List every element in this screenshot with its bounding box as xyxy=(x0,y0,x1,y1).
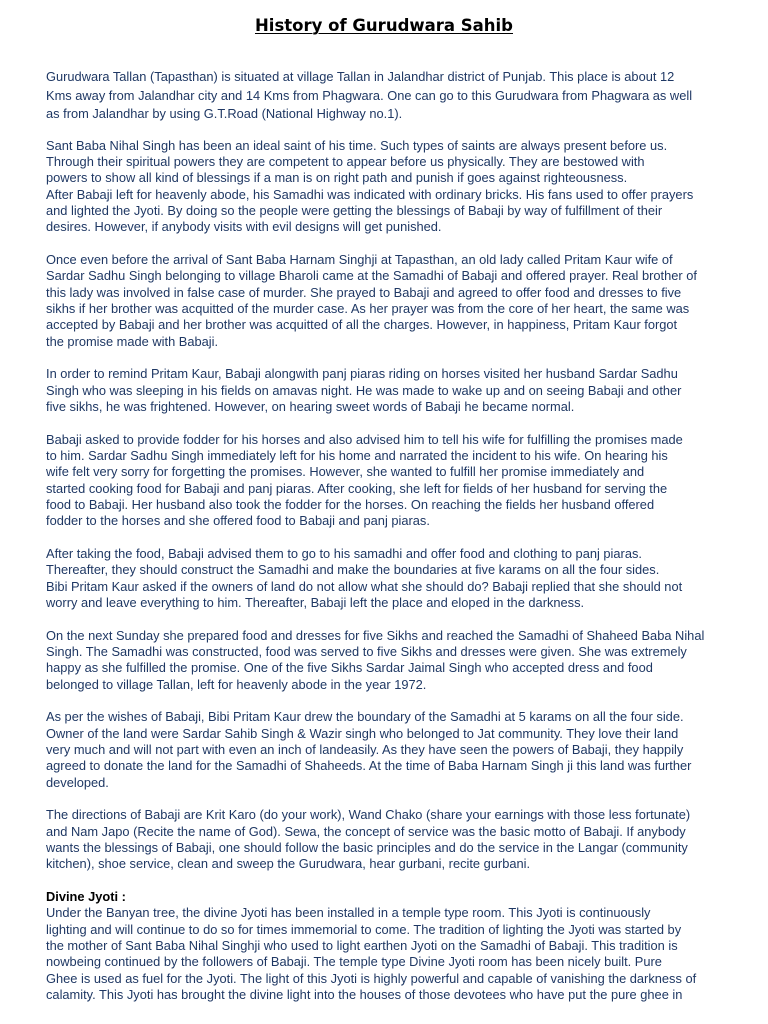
text-line: Sardar Sadhu Singh belonging to village Bharoli came at the Samadhi of Babaji and offered prayer. Real brother of xyxy=(46,268,697,284)
paragraph-pritam-kaur-prayer xyxy=(46,252,722,350)
text-line: kitchen), shoe service, clean and sweep the Gurudwara, hear gurbani, recite gurbani. xyxy=(46,856,531,872)
paragraph-directions-of-babaji xyxy=(46,807,722,872)
paragraph-promise-fulfilled xyxy=(46,628,722,693)
text-line: As per the wishes of Babaji, Bibi Pritam Kaur drew the boundary of the Samadhi at 5 karams on all the four side. xyxy=(46,709,684,725)
text-line: agreed to donate the land for the Samadhi of Shaheeds. At the time of Baba Harnam Singh ji this land was further xyxy=(46,758,692,774)
text-line: In order to remind Pritam Kaur, Babaji alongwith panj piaras riding on horses visited her husband Sardar Sadhu xyxy=(46,366,678,382)
text-line: sikhs if her brother was acquitted of the murder case. As her prayer was from the core of her heart, the same was xyxy=(46,301,690,317)
text-line: Babaji asked to provide fodder for his horses and also advised him to tell his wife for fulfilling the promises made xyxy=(46,431,683,447)
text-line: very much and will not part with even an inch of landeasily. As they have seen the powers of Babaji, they happily xyxy=(46,741,684,757)
text-line: Owner of the land were Sardar Sahib Singh & Wazir singh who belonged to Jat community. They love their land xyxy=(46,725,679,741)
text-line: desires. However, if anybody visits with evil designs will get punished. xyxy=(46,219,442,235)
text-line: Thereafter, they should construct the Samadhi and make the boundaries at five karams on all the four sides. xyxy=(46,562,660,578)
paragraph-reminder-visit xyxy=(46,366,722,415)
text-line: Bibi Pritam Kaur asked if the owners of land do not allow what she should do? Babaji replied that she should not xyxy=(46,578,683,594)
paragraph-babaji-advice xyxy=(46,546,722,611)
text-line: the mother of Sant Baba Nihal Singhji who used to light earthen Jyoti on the Samadhi of Babaji. This tradition is xyxy=(46,937,678,953)
text-line: food to Babaji. Her husband also took the fodder for the horses. On reaching the fields her husband offered xyxy=(46,497,655,513)
paragraph-sant-baba-nihal-singh xyxy=(46,138,722,236)
text-line: calamity. This Jyoti has brought the divine light into the houses of those devotees who have put the pure ghee in xyxy=(46,986,683,1002)
text-line: powers to show all kind of blessings if a man is on right path and punish if goes against righteousness. xyxy=(46,170,628,186)
text-line: the promise made with Babaji. xyxy=(46,333,219,349)
text-line: Gurudwara Tallan (Tapasthan) is situated at village Tallan in Jalandhar district of Punjab. This place is about 12 xyxy=(46,69,675,84)
paragraph-divine-jyoti xyxy=(46,905,722,1003)
text-line: belonged to village Tallan, left for heavenly abode in the year 1972. xyxy=(46,676,427,692)
text-line: developed. xyxy=(46,774,109,790)
text-line: The directions of Babaji are Krit Karo (do your work), Wand Chako (share your earnings with those less fortunate) xyxy=(46,807,691,823)
document-body xyxy=(46,68,722,1003)
text-line: Once even before the arrival of Sant Baba Harnam Singhji at Tapasthan, an old lady called Pritam Kaur wife of xyxy=(46,252,673,268)
paragraph-fodder-and-food xyxy=(46,432,722,530)
text-line: Kms away from Jalandhar city and 14 Kms from Phagwara. One can go to this Gurudwara from Phagwara as well xyxy=(46,87,693,103)
text-line: nowbeing continued by the followers of Babaji. The temple type Divine Jyoti room has been nicely built. Pure xyxy=(46,954,662,970)
text-line: After taking the food, Babaji advised them to go to his samadhi and offer food and clothing to panj piaras. xyxy=(46,546,642,561)
paragraph-samadhi-boundary xyxy=(46,709,722,791)
text-line: to him. Sardar Sadhu Singh immediately left for his home and narrated the incident to his wife. On hearing his xyxy=(46,448,668,464)
text-line: accepted by Babaji and her brother was acquitted of all the charges. However, in happiness, Pritam Kaur forgot xyxy=(46,317,678,333)
text-line: five sikhs, he was frightened. However, on hearing sweet words of Babaji he became normal. xyxy=(46,399,575,415)
text-line: as from Jalandhar by using G.T.Road (National Highway no.1). xyxy=(46,106,403,121)
document-title: History of Gurudwara Sahib xyxy=(254,16,513,35)
text-line: wife felt very sorry for forgetting the promises. However, she wanted to fulfill her promise immediately and xyxy=(46,464,645,480)
text-line: started cooking food for Babaji and panj piaras. After cooking, she left for fields of her husband for serving the xyxy=(46,480,668,496)
text-line: and Nam Japo (Recite the name of God). Sewa, the concept of service was the basic motto of Babaji. If anybody xyxy=(46,823,686,839)
section-heading-divine-jyoti: Divine Jyoti : xyxy=(46,888,126,904)
text-line: On the next Sunday she prepared food and dresses for five Sikhs and reached the Samadhi of Shaheed Baba Nihal xyxy=(46,627,705,643)
text-line: Singh. The Samadhi was constructed, food was served to five Sikhs and dresses were given. She was extremely xyxy=(46,643,687,659)
text-line: this lady was involved in false case of murder. She prayed to Babaji and agreed to offer food and dresses to five xyxy=(46,284,682,300)
text-line: Singh who was sleeping in his fields on amavas night. He was made to wake up and on seeing Babaji and other xyxy=(46,382,682,398)
text-line: lighting and will continue to do so for times immemorial to come. The tradition of lighting the Jyoti was started by xyxy=(46,921,682,937)
paragraph-location xyxy=(46,68,722,124)
text-line: After Babaji left for heavenly abode, his Samadhi was indicated with ordinary bricks. His fans used to offer prayers xyxy=(46,186,694,202)
text-line: Ghee is used as fuel for the Jyoti. The light of this Jyoti is highly powerful and capable of vanishing the darkness of xyxy=(46,970,697,986)
text-line: happy as she fulfilled the promise. One of the five Sikhs Sardar Jaimal Singh who accepted dress and food xyxy=(46,660,653,676)
text-line: fodder to the horses and she offered food to Babaji and panj piaras. xyxy=(46,513,430,529)
text-line: Sant Baba Nihal Singh has been an ideal saint of his time. Such types of saints are always present before us. xyxy=(46,137,668,153)
text-line: Through their spiritual powers they are competent to appear before us physically. They are bestowed with xyxy=(46,154,645,170)
text-line: wants the blessings of Babaji, one should follow the basic principles and do the service in the Langar (community xyxy=(46,839,688,855)
text-line: and lighted the Jyoti. By doing so the people were getting the blessings of Babaji by way of fulfillment of their xyxy=(46,203,663,219)
text-line: Under the Banyan tree, the divine Jyoti has been installed in a temple type room. This Jyoti is continuously xyxy=(46,905,651,921)
text-line: worry and leave everything to him. Thereafter, Babaji left the place and eloped in the darkness. xyxy=(46,594,585,610)
